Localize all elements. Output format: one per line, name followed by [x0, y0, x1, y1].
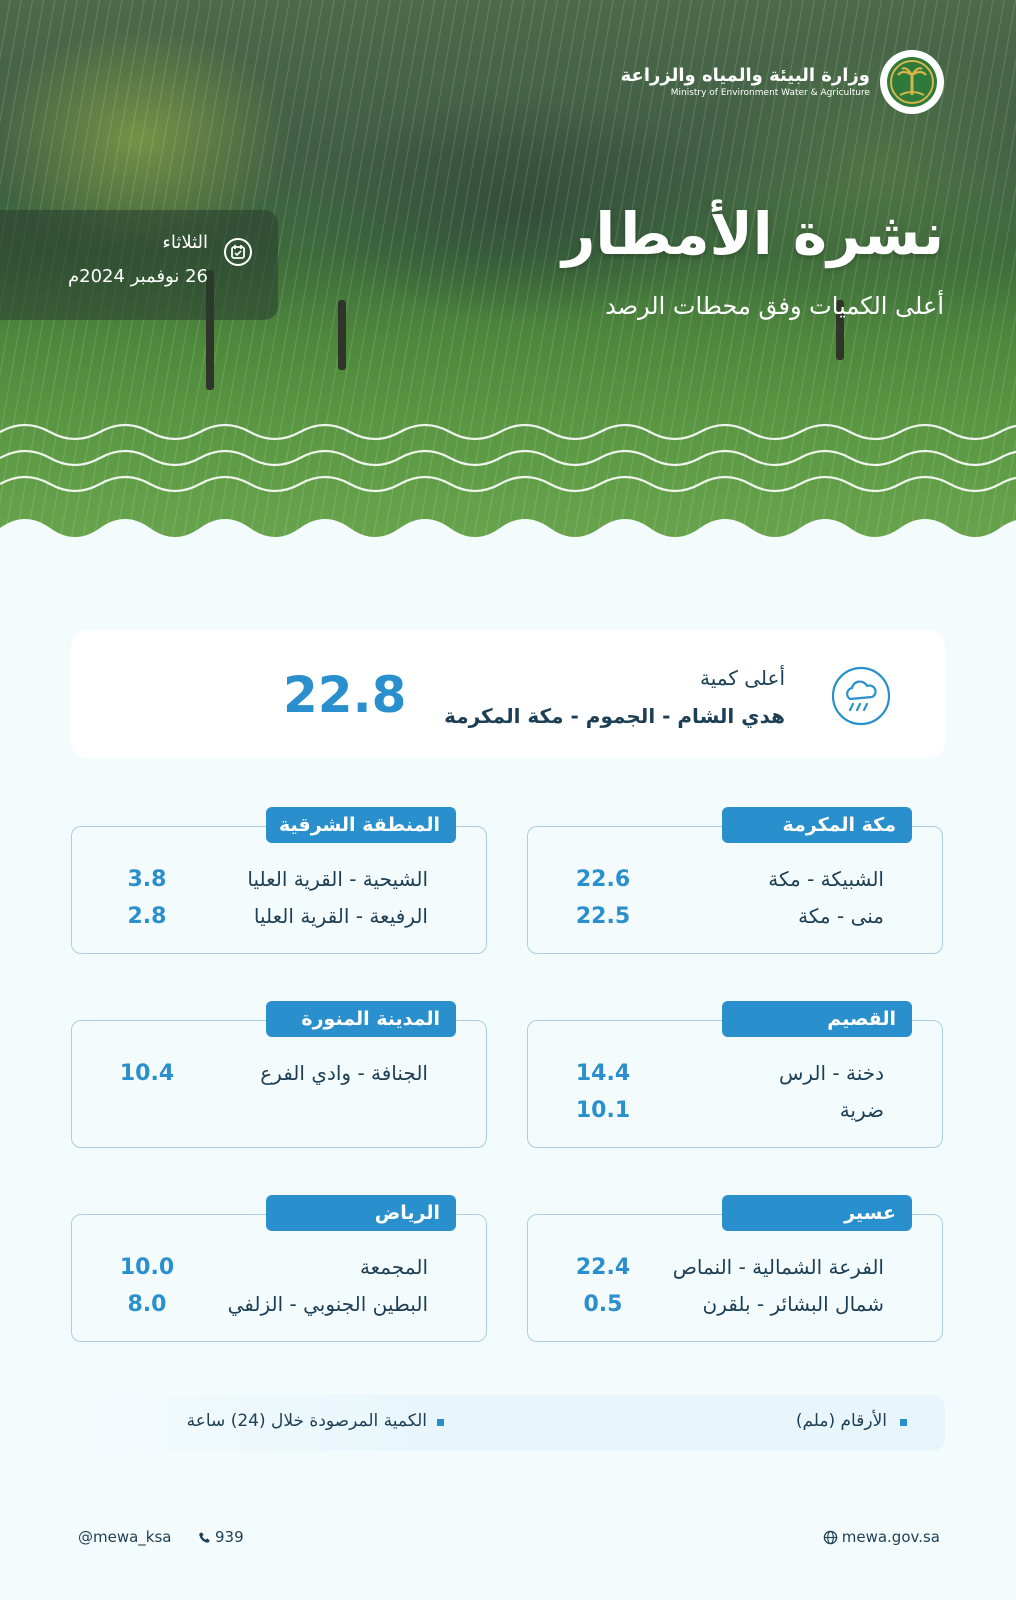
- date-panel: [0, 210, 278, 320]
- highest-amount-value: 22.8: [283, 666, 407, 724]
- phone-icon: [198, 1531, 211, 1544]
- region-card-makkah: [527, 814, 943, 954]
- palm-emblem-icon: [880, 50, 944, 114]
- station-name: الجنافة - وادي الفرع: [260, 1061, 428, 1085]
- date-day: الثلاثاء: [162, 232, 208, 253]
- rain-cloud-icon: [831, 666, 891, 726]
- station-row: [72, 1255, 486, 1285]
- region-title: عسير: [722, 1195, 912, 1231]
- notes-bar: [71, 1395, 945, 1451]
- phone-text: 939: [215, 1528, 244, 1546]
- station-row: [528, 1255, 942, 1285]
- station-name: البطين الجنوبي - الزلفي: [227, 1292, 428, 1316]
- highest-amount-card: [71, 630, 945, 758]
- region-title: المدينة المنورة: [266, 1001, 456, 1037]
- ministry-name-en: Ministry of Environment Water & Agriculture: [670, 88, 870, 98]
- station-value: 2.8: [127, 904, 167, 929]
- station-value: 0.5: [583, 1292, 623, 1317]
- region-title: المنطقة الشرقية: [266, 807, 456, 843]
- ministry-logo: [621, 50, 944, 114]
- period-note: الكمية المرصودة خلال (24) ساعة: [186, 1411, 427, 1431]
- station-name: الشبيكة - مكة: [768, 867, 884, 891]
- station-row: [72, 904, 486, 934]
- station-name: الفرعة الشمالية - النماص: [672, 1255, 884, 1279]
- station-name: دخنة - الرس: [778, 1061, 884, 1085]
- station-value: 3.8: [127, 867, 167, 892]
- region-title: الرياض: [266, 1195, 456, 1231]
- station-name: منى - مكة: [798, 904, 884, 928]
- station-row: [528, 867, 942, 897]
- station-row: [528, 1061, 942, 1091]
- station-row: [528, 904, 942, 934]
- station-value: 8.0: [127, 1292, 167, 1317]
- units-note: الأرقام (ملم): [795, 1411, 887, 1431]
- station-name: الرفيعة - القرية العليا: [253, 904, 428, 928]
- station-name: ضرية: [839, 1098, 884, 1122]
- station-row: [72, 1061, 486, 1091]
- globe-icon: [823, 1530, 838, 1545]
- station-value: 22.4: [575, 1255, 631, 1280]
- station-row: [528, 1098, 942, 1128]
- website-link[interactable]: [823, 1528, 940, 1546]
- calendar-icon: [224, 238, 252, 266]
- station-value: 14.4: [575, 1061, 631, 1086]
- tree-trunk: [338, 300, 346, 370]
- region-card-qassim: [527, 1008, 943, 1148]
- bullet-icon: [900, 1419, 907, 1426]
- region-title: مكة المكرمة: [722, 807, 912, 843]
- highest-amount-label: أعلى كمية: [700, 666, 785, 690]
- hero-banner: [0, 0, 1016, 560]
- station-name: المجمعة: [359, 1255, 428, 1279]
- region-title: القصيم: [722, 1001, 912, 1037]
- station-row: [72, 1292, 486, 1322]
- date-full: 26 نوفمبر 2024م: [67, 266, 208, 287]
- region-card-eastern: [71, 814, 487, 954]
- ministry-name-ar: وزارة البيئة والمياه والزراعة: [620, 65, 870, 86]
- station-row: [528, 1292, 942, 1322]
- station-value: 22.5: [575, 904, 631, 929]
- station-value: 10.4: [119, 1061, 175, 1086]
- station-value: 10.1: [575, 1098, 631, 1123]
- highest-amount-location: هدي الشام - الجموم - مكة المكرمة: [444, 704, 785, 728]
- social-handle-text: @mewa_ksa: [78, 1528, 172, 1546]
- station-name: الشيحية - القرية العليا: [247, 867, 428, 891]
- region-card-riyadh: [71, 1202, 487, 1342]
- region-card-asir: [527, 1202, 943, 1342]
- page-title: نشرة الأمطار: [562, 200, 944, 268]
- bullet-icon: [437, 1419, 444, 1426]
- station-row: [72, 867, 486, 897]
- page-subtitle: أعلى الكميات وفق محطات الرصد: [605, 292, 944, 320]
- station-name: شمال البشائر - بلقرن: [702, 1292, 884, 1316]
- phone-link[interactable]: [198, 1528, 244, 1546]
- station-value: 10.0: [119, 1255, 175, 1280]
- region-card-madinah: [71, 1008, 487, 1148]
- wave-divider: [0, 410, 1016, 560]
- social-handle-link[interactable]: [78, 1528, 172, 1546]
- station-value: 22.6: [575, 867, 631, 892]
- website-text: mewa.gov.sa: [841, 1528, 940, 1546]
